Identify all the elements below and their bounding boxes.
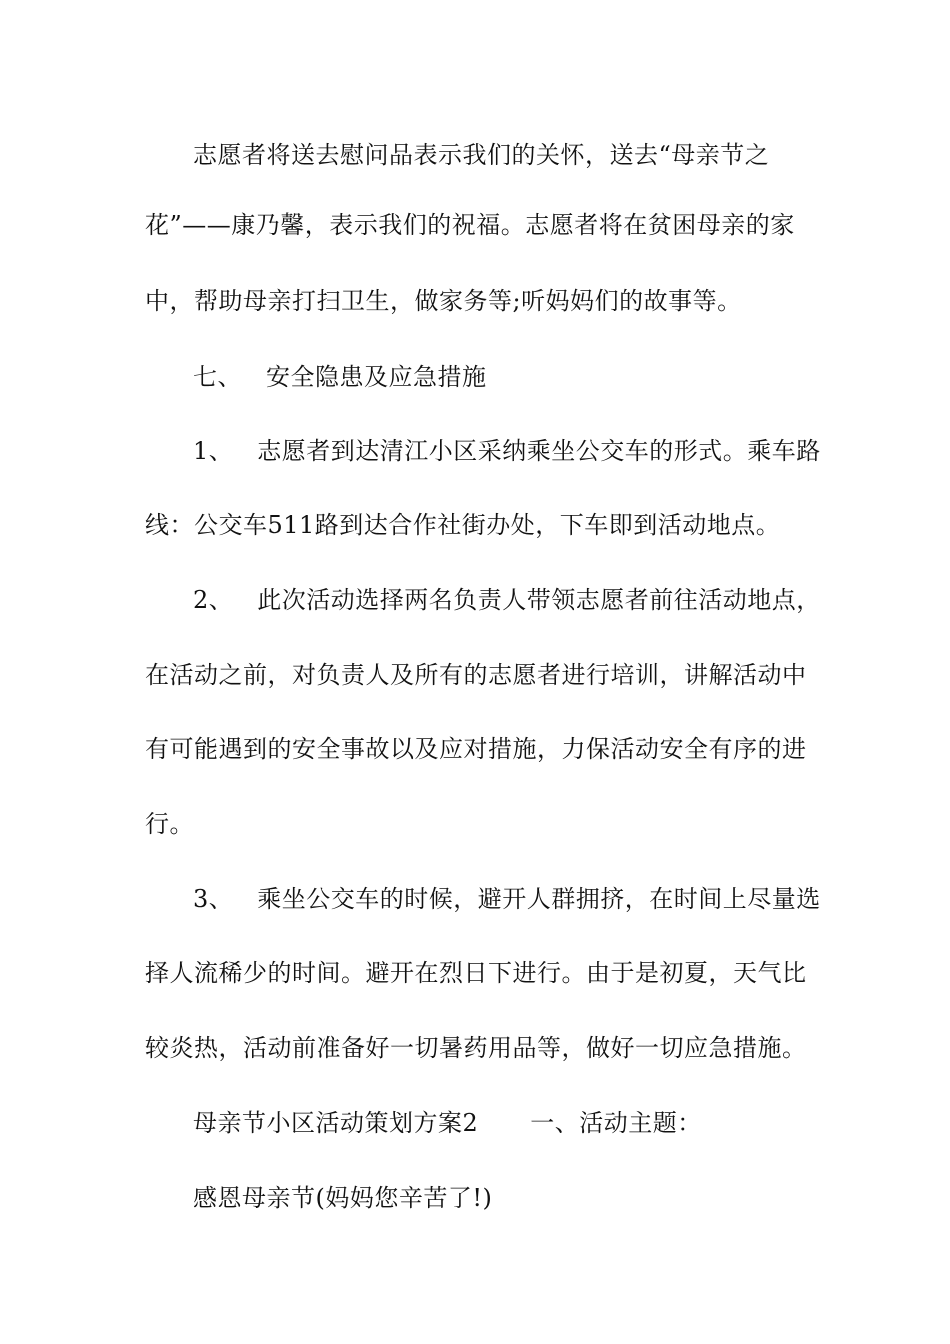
text-line: 有可能遇到的安全事故以及应对措施，力保活动安全有序的进 xyxy=(145,735,807,763)
paragraph-line xyxy=(193,140,863,170)
list-item-first-line xyxy=(193,585,863,615)
paragraph-line xyxy=(145,660,815,690)
list-item-first-line xyxy=(193,436,863,466)
list-number: 2、 xyxy=(193,586,234,614)
section-number: 七、 xyxy=(193,363,242,391)
text-line: 行。 xyxy=(145,810,194,838)
subsection-heading: 一、活动主题： xyxy=(530,1109,702,1137)
paragraph-line xyxy=(145,809,815,839)
text-line: 志愿者将送去慰问品表示我们的关怀，送去“母亲节之 xyxy=(193,141,770,169)
text-line: 乘坐公交车的时候，避开人群拥挤，在时间上尽量选 xyxy=(257,885,821,913)
text-line: 在活动之前，对负责人及所有的志愿者进行培训，讲解活动中 xyxy=(145,661,807,689)
plan-heading-line xyxy=(193,1108,863,1138)
text-line: 此次活动选择两名负责人带领志愿者前往活动地点， xyxy=(257,586,821,614)
text-line: 较炎热，活动前准备好一切暑药用品等，做好一切应急措施。 xyxy=(145,1034,807,1062)
plan-title: 母亲节小区活动策划方案2 xyxy=(193,1109,479,1137)
section-title: 安全隐患及应急措施 xyxy=(266,363,487,391)
paragraph-line xyxy=(145,958,815,988)
paragraph-line xyxy=(145,734,815,764)
paragraph-line xyxy=(145,1033,815,1063)
text-line: 中，帮助母亲打扫卫生，做家务等;听妈妈们的故事等。 xyxy=(145,287,742,315)
paragraph-line xyxy=(145,510,815,540)
list-number: 3、 xyxy=(193,885,234,913)
list-number: 1、 xyxy=(193,437,234,465)
section-heading xyxy=(193,362,863,392)
theme-text: 感恩母亲节(妈妈您辛苦了!) xyxy=(193,1184,493,1212)
paragraph-line xyxy=(193,1183,863,1213)
text-line: 择人流稀少的时间。避开在烈日下进行。由于是初夏，天气比 xyxy=(145,959,807,987)
text-line: 志愿者到达清江小区采纳乘坐公交车的形式。乘车路 xyxy=(257,437,821,465)
text-line: 线：公交车511路到达合作社街办处，下车即到活动地点。 xyxy=(145,511,781,539)
text-line: 花”——康乃馨，表示我们的祝福。志愿者将在贫困母亲的家 xyxy=(145,211,795,239)
list-item-first-line xyxy=(193,884,863,914)
paragraph-line xyxy=(145,286,815,316)
paragraph-line xyxy=(145,210,815,240)
